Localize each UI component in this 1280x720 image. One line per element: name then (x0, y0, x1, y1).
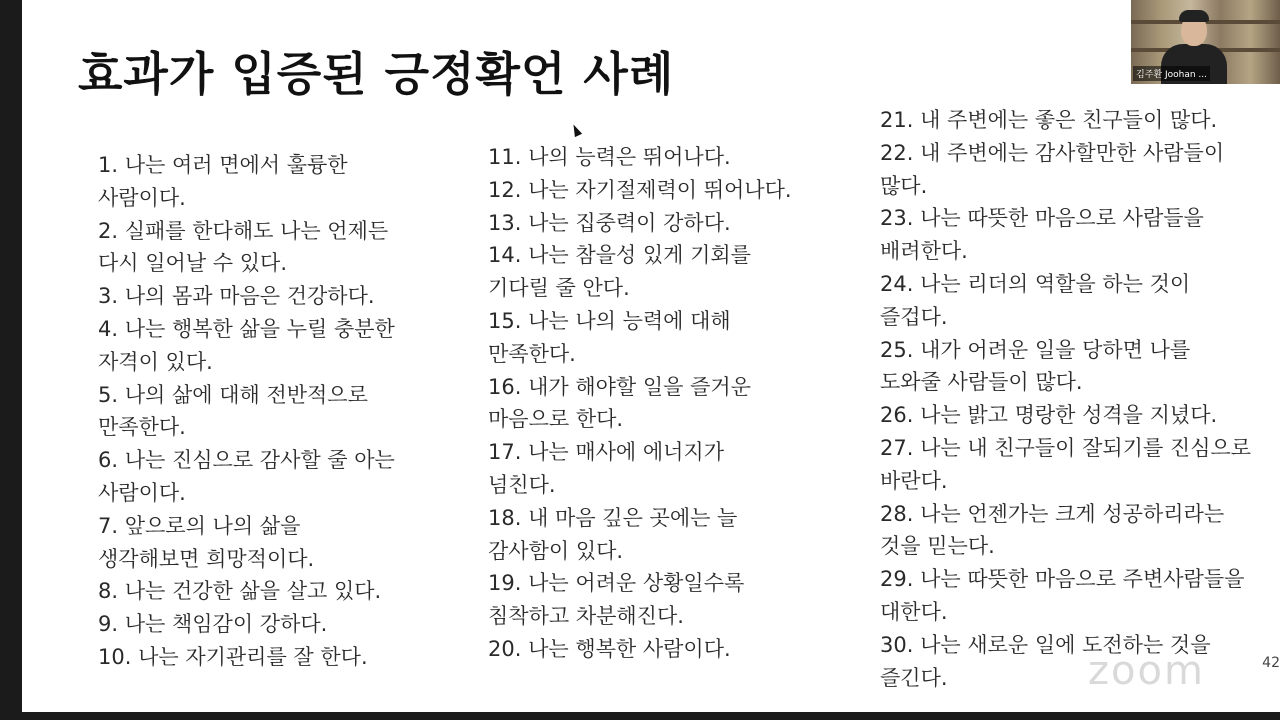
affirmation-item: 27. 나는 내 친구들이 잘되기를 진심으로 바란다. (880, 435, 1252, 493)
participant-video-thumbnail[interactable] (1131, 0, 1280, 84)
affirmation-item: 6. 나는 진심으로 감사할 줄 아는 사람이다. (98, 448, 395, 505)
affirmation-item: 10. 나는 자기관리를 잘 한다. (98, 644, 368, 669)
affirmation-item: 8. 나는 건강한 삶을 살고 있다. (98, 579, 382, 604)
affirmation-item: 11. 나의 능력은 뛰어나다. (488, 145, 731, 169)
affirmation-item: 13. 나는 집중력이 강하다. (488, 210, 731, 235)
affirmation-item: 9. 나는 책임감이 강하다. (98, 612, 328, 637)
participant-hair (1179, 10, 1209, 22)
affirmation-item: 24. 나는 리더의 역할을 하는 것이 즐겁다. (880, 271, 1191, 329)
affirmation-item: 7. 앞으로의 나의 삶을 생각해보면 희망적이다. (98, 513, 315, 571)
affirmation-item: 16. 내가 해야할 일을 즐거운 마음으로 한다. (488, 374, 751, 432)
affirmation-column-1 (98, 149, 458, 674)
affirmation-item: 3. 나의 몸과 마음은 건강하다. (98, 284, 375, 309)
slide-title: 효과가 입증된 긍정확언 사례 (78, 47, 675, 101)
affirmation-column-2 (488, 141, 858, 666)
presentation-slide (22, 0, 1280, 712)
affirmation-item: 12. 나는 자기절제력이 뛰어나다. (488, 177, 792, 202)
affirmation-item: 26. 나는 밝고 명랑한 성격을 지녔다. (880, 403, 1218, 428)
affirmation-item: 25. 내가 어려운 일을 당하면 나를 도와줄 사람들이 많다. (880, 337, 1191, 395)
affirmation-item: 21. 내 주변에는 좋은 친구들이 많다. (880, 108, 1218, 132)
affirmation-item: 22. 내 주변에는 감사할만한 사람들이 많다. (880, 140, 1225, 198)
affirmation-item: 28. 나는 언젠가는 크게 성공하리라는 것을 믿는다. (880, 501, 1225, 559)
affirmation-column-3 (880, 104, 1280, 694)
participant-name-label: 김주환 Joohan ... (1133, 66, 1210, 81)
affirmation-item: 14. 나는 참을성 있게 기회를 기다릴 줄 안다. (488, 243, 751, 301)
affirmation-item: 29. 나는 따뜻한 마음으로 주변사람들을 대한다. (880, 567, 1245, 624)
affirmation-item: 2. 실패를 한다해도 나는 언제든 다시 일어날 수 있다. (98, 218, 389, 276)
affirmation-item: 18. 내 마음 깊은 곳에는 늘 감사함이 있다. (488, 505, 738, 563)
affirmation-item: 23. 나는 따뜻한 마음으로 사람들을 배려한다. (880, 206, 1204, 264)
affirmation-item: 30. 나는 새로운 일에 도전하는 것을 즐긴다. (880, 632, 1211, 690)
zoom-watermark-logo: zoom (1088, 648, 1205, 694)
affirmation-item: 17. 나는 매사에 에너지가 넘친다. (488, 440, 724, 497)
affirmation-item: 20. 나는 행복한 사람이다. (488, 636, 731, 661)
affirmation-item: 15. 나는 나의 능력에 대해 만족한다. (488, 308, 731, 366)
affirmation-item: 1. 나는 여러 면에서 훌륭한 사람이다. (98, 153, 348, 210)
page-number: 42 (1262, 655, 1280, 671)
affirmation-item: 19. 나는 어려운 상황일수록 침착하고 차분해진다. (488, 571, 745, 629)
mouse-cursor-icon (570, 123, 582, 137)
affirmation-item: 5. 나의 삶에 대해 전반적으로 만족한다. (98, 382, 368, 440)
affirmation-item: 4. 나는 행복한 삶을 누릴 충분한 자격이 있다. (98, 316, 395, 374)
